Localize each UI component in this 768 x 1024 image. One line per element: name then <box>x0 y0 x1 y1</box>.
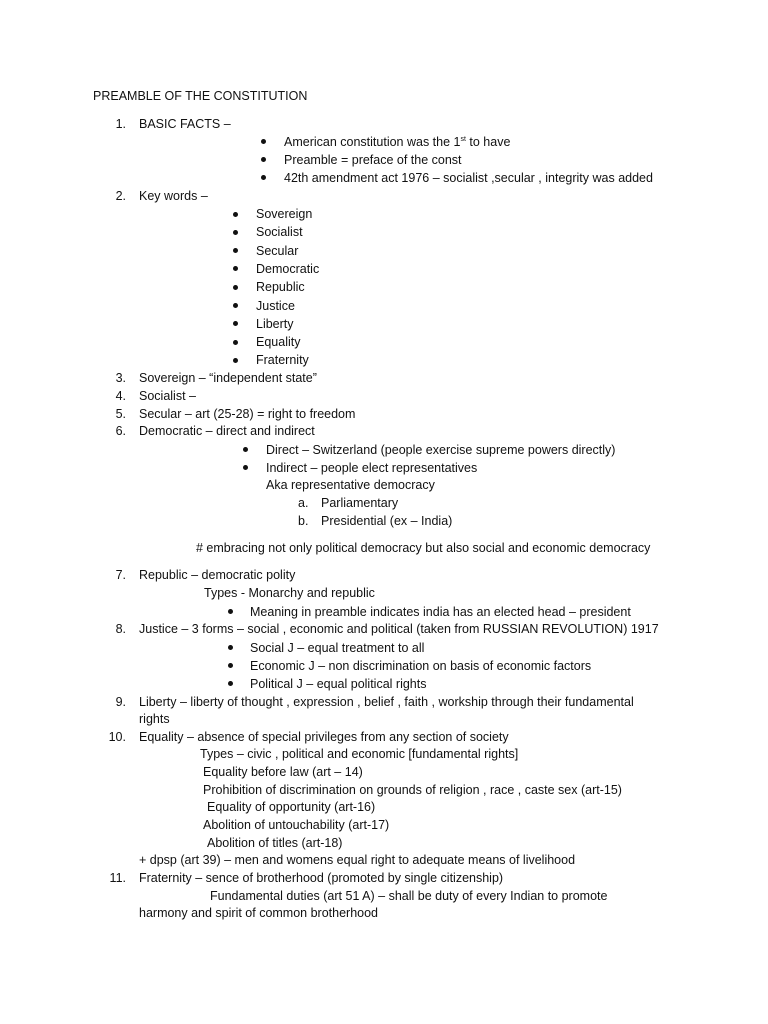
democracy-presidential: Presidential (ex – India) <box>321 514 453 528</box>
list-number-7: 7. <box>115 568 126 582</box>
section-basic-facts-heading: BASIC FACTS – <box>139 117 231 131</box>
fraternity-fundamental-duties: Fundamental duties (art 51 A) – shall be duty of every Indian to promote <box>210 889 608 903</box>
sublist-label-b: b. <box>298 514 309 528</box>
section-key-words-heading: Key words – <box>139 189 208 203</box>
list-number-4: 4. <box>115 389 126 403</box>
republic-types: Types - Monarchy and republic <box>204 586 375 600</box>
bullet-icon <box>228 645 233 650</box>
list-number-11: 11. <box>109 871 126 885</box>
democracy-parliamentary: Parliamentary <box>321 496 399 510</box>
bullet-icon <box>228 681 233 686</box>
bullet-icon <box>233 285 238 290</box>
bullet-icon <box>233 321 238 326</box>
basic-fact-american-constitution: American constitution was the 1st to have <box>284 135 511 149</box>
equality-types: Types – civic , political and economic [fundamental rights] <box>200 747 519 761</box>
equality-prohibition-discrimination: Prohibition of discrimination on grounds of religion , race , caste sex (art-15) <box>203 783 622 797</box>
bullet-icon <box>233 230 238 235</box>
bullet-icon <box>233 340 238 345</box>
bullet-icon <box>243 447 248 452</box>
equality-of-opportunity: Equality of opportunity (art-16) <box>207 800 376 814</box>
bullet-icon <box>233 266 238 271</box>
democracy-aka: Aka representative democracy <box>266 478 435 492</box>
keyword-item: Socialist <box>256 225 303 239</box>
section-liberty: Liberty – liberty of thought , expression , belief , faith , workship through their fundamental <box>139 695 634 709</box>
list-number-1: 1. <box>115 117 126 131</box>
bullet-icon <box>261 139 266 144</box>
section-justice: Justice – 3 forms – social , economic and political (taken from RUSSIAN REVOLUTION) 1917 <box>139 622 659 636</box>
keyword-item: Fraternity <box>256 353 309 367</box>
list-number-2: 2. <box>115 189 126 203</box>
equality-abolition-untouchability: Abolition of untouchability (art-17) <box>203 818 390 832</box>
keyword-item: Republic <box>256 280 305 294</box>
section-democratic: Democratic – direct and indirect <box>139 424 315 438</box>
bullet-icon <box>261 157 266 162</box>
keyword-item: Sovereign <box>256 207 313 221</box>
justice-economic: Economic J – non discrimination on basis of economic factors <box>250 659 592 673</box>
bullet-icon <box>243 465 248 470</box>
bullet-icon <box>233 212 238 217</box>
sublist-label-a: a. <box>298 496 309 510</box>
republic-meaning: Meaning in preamble indicates india has an elected head – president <box>250 605 631 619</box>
equality-abolition-titles: Abolition of titles (art-18) <box>207 836 343 850</box>
section-secular: Secular – art (25-28) = right to freedom <box>139 407 356 421</box>
justice-social: Social J – equal treatment to all <box>250 641 425 655</box>
keyword-item: Democratic <box>256 262 320 276</box>
section-republic: Republic – democratic polity <box>139 568 296 582</box>
equality-before-law: Equality before law (art – 14) <box>203 765 363 779</box>
page-title: PREAMBLE OF THE CONSTITUTION <box>93 89 308 103</box>
basic-fact-42nd-amendment: 42th amendment act 1976 – socialist ,secular , integrity was added <box>284 171 653 185</box>
bullet-icon <box>228 663 233 668</box>
list-number-3: 3. <box>115 371 126 385</box>
list-number-5: 5. <box>115 407 126 421</box>
bullet-icon <box>233 358 238 363</box>
bullet-icon <box>233 248 238 253</box>
list-number-10: 10. <box>108 730 126 744</box>
equality-dpsp: + dpsp (art 39) – men and womens equal right to adequate means of livelihood <box>139 853 576 867</box>
section-equality: Equality – absence of special privileges from any section of society <box>139 730 509 744</box>
section-fraternity: Fraternity – sence of brotherhood (promoted by single citizenship) <box>139 871 504 885</box>
keyword-item: Secular <box>256 244 299 258</box>
section-sovereign: Sovereign – “independent state” <box>139 371 317 385</box>
keyword-item: Liberty <box>256 317 294 331</box>
list-number-9: 9. <box>115 695 126 709</box>
democracy-note: # embracing not only political democracy but also social and economic democracy <box>196 541 651 555</box>
democracy-indirect: Indirect – people elect representatives <box>266 461 478 475</box>
list-number-6: 6. <box>115 424 126 438</box>
keyword-item: Justice <box>256 299 295 313</box>
list-number-8: 8. <box>115 622 126 636</box>
fraternity-continued: harmony and spirit of common brotherhood <box>139 906 379 920</box>
democracy-direct: Direct – Switzerland (people exercise supreme powers directly) <box>266 443 616 457</box>
bullet-icon <box>261 175 266 180</box>
justice-political: Political J – equal political rights <box>250 677 427 691</box>
keyword-item: Equality <box>256 335 301 349</box>
basic-fact-preamble-preface: Preamble = preface of the const <box>284 153 462 167</box>
section-liberty-continued: rights <box>139 712 170 726</box>
bullet-icon <box>233 303 238 308</box>
bullet-icon <box>228 609 233 614</box>
section-socialist: Socialist – <box>139 389 196 403</box>
